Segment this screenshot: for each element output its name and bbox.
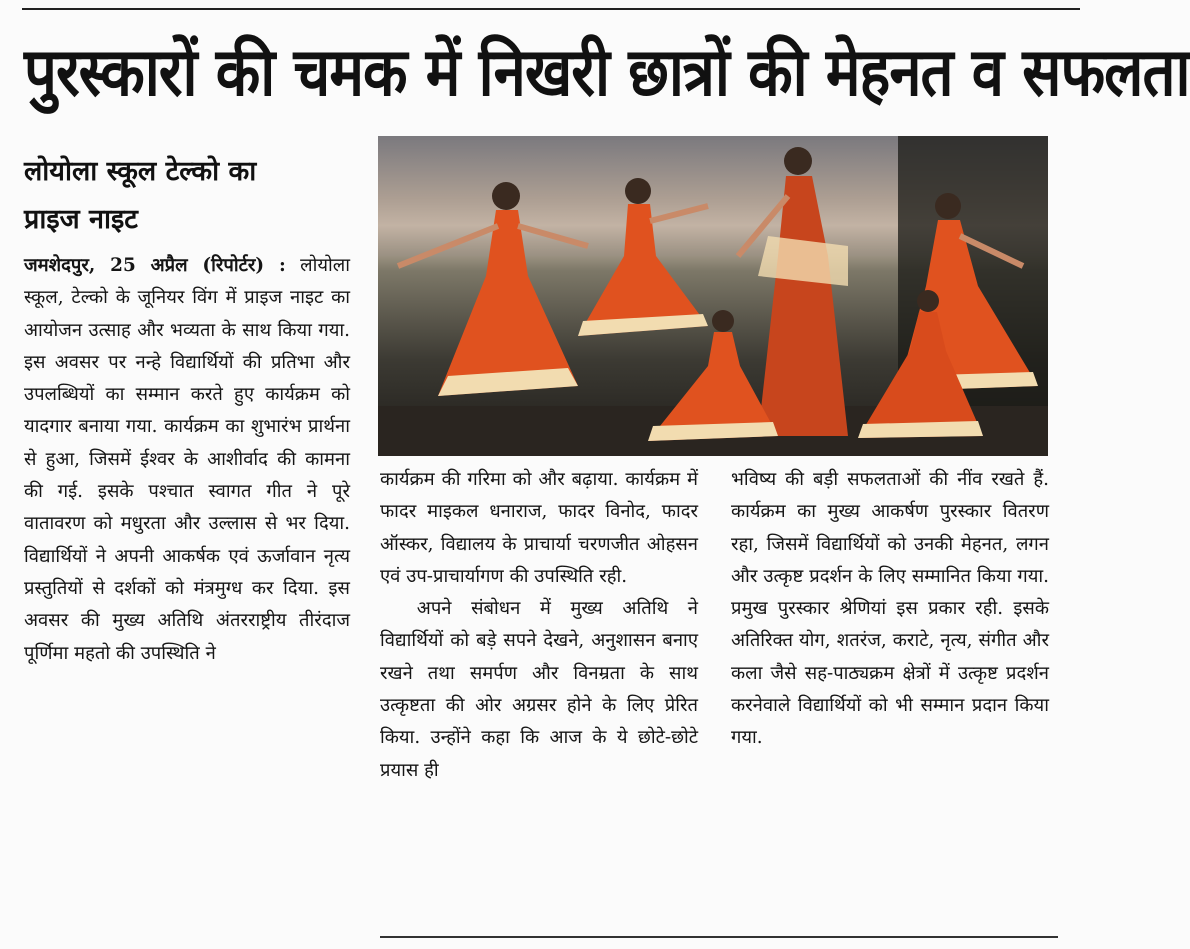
dance-performance-photo: [378, 136, 1048, 456]
subheading: [24, 148, 354, 244]
bottom-rule: [380, 936, 1058, 938]
subheading-line-2: प्राइज नाइट: [24, 204, 138, 235]
headline: पुरस्कारों की चमक में निखरी छात्रों की मेहनत व सफलता: [24, 32, 1190, 112]
article-column-2: [380, 464, 698, 787]
dateline: जमशेदपुर, 25 अप्रैल (रिपोर्टर) :: [24, 255, 286, 276]
column-1-text: लोयोला स्कूल, टेल्को के जूनियर विंग में प्राइज नाइट का आयोजन उत्साह और भव्यता के साथ किया गया. इस अवसर पर नन्हे विद्यार्थियों की प्रतिभा और उपलब्धियों का सम्मान करते हुए कार्यक्रम को यादगार बनाया गया. कार्यक्रम का शुभारंभ प्रार्थना से हुआ, जिसमें ईश्वर के आशीर्वाद की कामना की गई. इसके पश्चात स्वागत गीत ने पूरे वातावरण को मधुरता और उल्लास से भर दिया. विद्यार्थियों ने अपनी आकर्षक एवं ऊर्जावान नृत्य प्रस्तुतियों से दर्शकों को मंत्रमुग्ध कर दिया. इस अवसर की मुख्य अतिथि अंतरराष्ट्रीय तीरंदाज पूर्णिमा महतो की उपस्थिति ने: [24, 255, 350, 664]
dancers-illustration: [378, 136, 1048, 456]
article-column-3: [731, 464, 1049, 755]
subheading-line-1: लोयोला स्कूल टेल्को का: [24, 156, 257, 187]
article-column-1: [24, 250, 350, 670]
column-2-paragraph-2: अपने संबोधन में मुख्य अतिथि ने विद्यार्थियों को बड़े सपने देखने, अनुशासन बनाए रखने तथा समर्पण और विनम्रता के साथ उत्कृष्टता की ओर अग्रसर होने के लिए प्रेरित किया. उन्होंने कहा कि आज के ये छोटे-छोटे प्रयास ही: [380, 598, 698, 781]
column-2-paragraph-1: कार्यक्रम की गरिमा को और बढ़ाया. कार्यक्रम में फादर माइकल धनाराज, फादर विनोद, फादर ऑस्कर, विद्यालय के प्राचार्या चरणजीत ओहसन एवं उप-प्राचार्यागण की उपस्थिति रही.: [380, 469, 698, 587]
column-3-text: भविष्य की बड़ी सफलताओं की नींव रखते हैं. कार्यक्रम का मुख्य आकर्षण पुरस्कार वितरण रहा, जिसमें विद्यार्थियों को उनकी मेहनत, लगन और उत्कृष्ट प्रदर्शन के लिए सम्मानित किया गया. प्रमुख पुरस्कार श्रेणियां इस प्रकार रही. इसके अतिरिक्त योग, शतरंज, कराटे, नृत्य, संगीत और कला जैसे सह-पाठ्यक्रम क्षेत्रों में उत्कृष्ट प्रदर्शन करनेवाले विद्यार्थियों को भी सम्मान प्रदान किया गया.: [731, 469, 1049, 749]
top-rule: [22, 8, 1080, 10]
